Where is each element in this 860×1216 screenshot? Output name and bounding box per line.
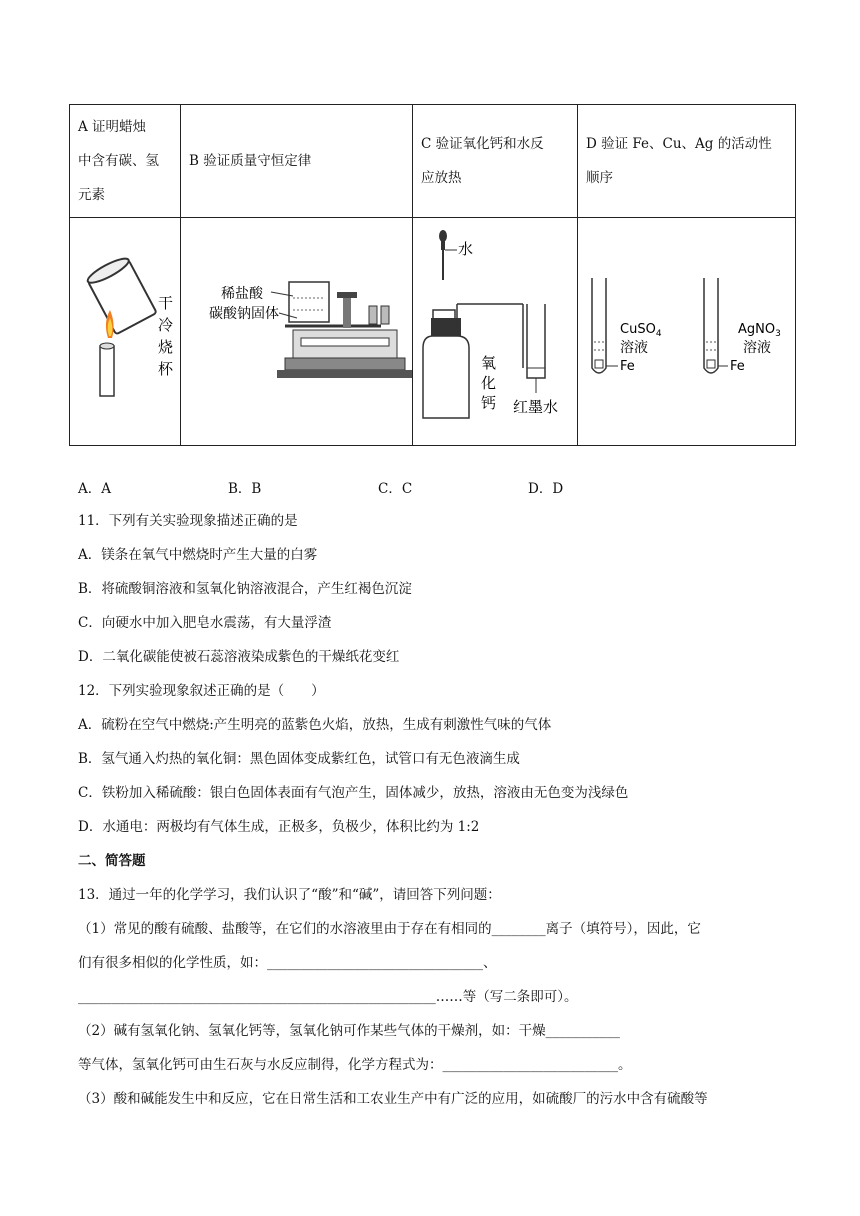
q11-option-a: A．镁条在氧气中燃烧时产生大量的白雾 bbox=[78, 547, 318, 563]
svg-text:水: 水 bbox=[458, 240, 474, 258]
svg-text:烧: 烧 bbox=[158, 338, 174, 356]
svg-text:CuSO4: CuSO$_4$ bbox=[620, 322, 662, 339]
cell-a-figure bbox=[70, 218, 181, 446]
svg-text:稀盐酸: 稀盐酸 bbox=[221, 286, 263, 302]
q12-stem: 12．下列实验现象叙述正确的是（ ） bbox=[78, 683, 325, 699]
svg-text:红墨水: 红墨水 bbox=[513, 398, 559, 416]
q10-option-b: B．B bbox=[228, 481, 262, 497]
q12-option-c: C．铁粉加入稀硫酸：银白色固体表面有气泡产生，固体减少，放热，溶液由无色变为浅绿色 bbox=[78, 785, 629, 801]
svg-text:溶液: 溶液 bbox=[743, 340, 771, 356]
svg-text:Fe: Fe bbox=[730, 359, 745, 374]
q13-part2-line2: 等气体，氢氧化钙可由生石灰与水反应制得，化学方程式为：__________________________。 bbox=[78, 1057, 632, 1073]
q12-option-b: B．氢气通入灼热的氧化铜：黑色固体变成紫红色，试管口有无色液滴生成 bbox=[78, 751, 520, 767]
candle-beaker-figure bbox=[70, 218, 180, 432]
svg-text:干: 干 bbox=[158, 294, 174, 312]
cell-b-header: B 验证质量守恒定律 bbox=[181, 105, 413, 218]
balance-figure bbox=[181, 218, 412, 432]
svg-text:氧: 氧 bbox=[481, 354, 497, 372]
cell-c-header: C 验证氧化钙和水反 应放热 bbox=[413, 105, 578, 218]
svg-text:杯: 杯 bbox=[158, 360, 174, 378]
section-heading: 二、简答题 bbox=[78, 853, 146, 869]
q13-part2-line1: （2）碱有氢氧化钠、氢氧化钙等，氢氧化钠可作某些气体的干燥剂，如：干燥___________ bbox=[78, 1023, 620, 1039]
q13-part1-line1: （1）常见的酸有硫酸、盐酸等，在它们的水溶液里由于存在有相同的________离子（填符号），因此，它 bbox=[78, 921, 701, 937]
svg-text:冷: 冷 bbox=[158, 316, 174, 334]
svg-text:碳酸钠固体: 碳酸钠固体 bbox=[209, 306, 279, 322]
svg-text:AgNO3: AgNO$_3$ bbox=[738, 322, 781, 339]
q11-stem: 11．下列有关实验现象描述正确的是 bbox=[78, 513, 298, 529]
svg-text:化: 化 bbox=[481, 374, 497, 392]
cell-d-header: D 验证 Fe、Cu、Ag 的活动性 顺序 bbox=[578, 105, 796, 218]
q13-stem: 13．通过一年的化学学习，我们认识了“酸”和“碱”，请回答下列问题： bbox=[78, 887, 501, 903]
cell-d-figure bbox=[578, 218, 796, 446]
q10-option-c: C．C bbox=[378, 481, 413, 497]
svg-text:钙: 钙 bbox=[481, 394, 497, 412]
q10-option-a: A．A bbox=[78, 481, 111, 497]
cell-a-header: A 证明蜡烛 中含有碳、氢 元素 bbox=[70, 105, 181, 218]
cao-water-figure bbox=[413, 218, 577, 432]
q12-option-a: A．硫粉在空气中燃烧:产生明亮的蓝紫色火焰，放热，生成有刺激性气味的气体 bbox=[78, 717, 552, 733]
q13-part3-line1: （3）酸和碱能发生中和反应，它在日常生活和工农业生产中有广泛的应用，如硫酸厂的污水中含有硫酸等 bbox=[78, 1091, 708, 1107]
q11-option-d: D．二氧化碳能使被石蕊溶液染成紫色的干燥纸花变红 bbox=[78, 649, 400, 665]
svg-text:溶液: 溶液 bbox=[620, 340, 648, 356]
q13-part1-line2: 们有很多相似的化学性质，如：________________________________、 bbox=[78, 955, 497, 971]
q12-option-d: D．水通电：两极均有气体生成，正极多，负极少，体积比约为 1:2 bbox=[78, 819, 480, 835]
experiment-table bbox=[69, 104, 796, 446]
test-tubes-figure bbox=[578, 218, 795, 432]
cell-b-figure bbox=[181, 218, 413, 446]
q10-option-d: D．D bbox=[528, 481, 564, 497]
q13-part1-line3: _____________________________________________________……等（写二条即可）。 bbox=[78, 989, 578, 1005]
svg-text:Fe: Fe bbox=[620, 359, 635, 374]
q11-option-c: C．向硬水中加入肥皂水震荡，有大量浮渣 bbox=[78, 615, 332, 631]
cell-c-figure bbox=[413, 218, 578, 446]
q11-option-b: B．将硫酸铜溶液和氢氧化钠溶液混合，产生红褐色沉淀 bbox=[78, 581, 412, 597]
